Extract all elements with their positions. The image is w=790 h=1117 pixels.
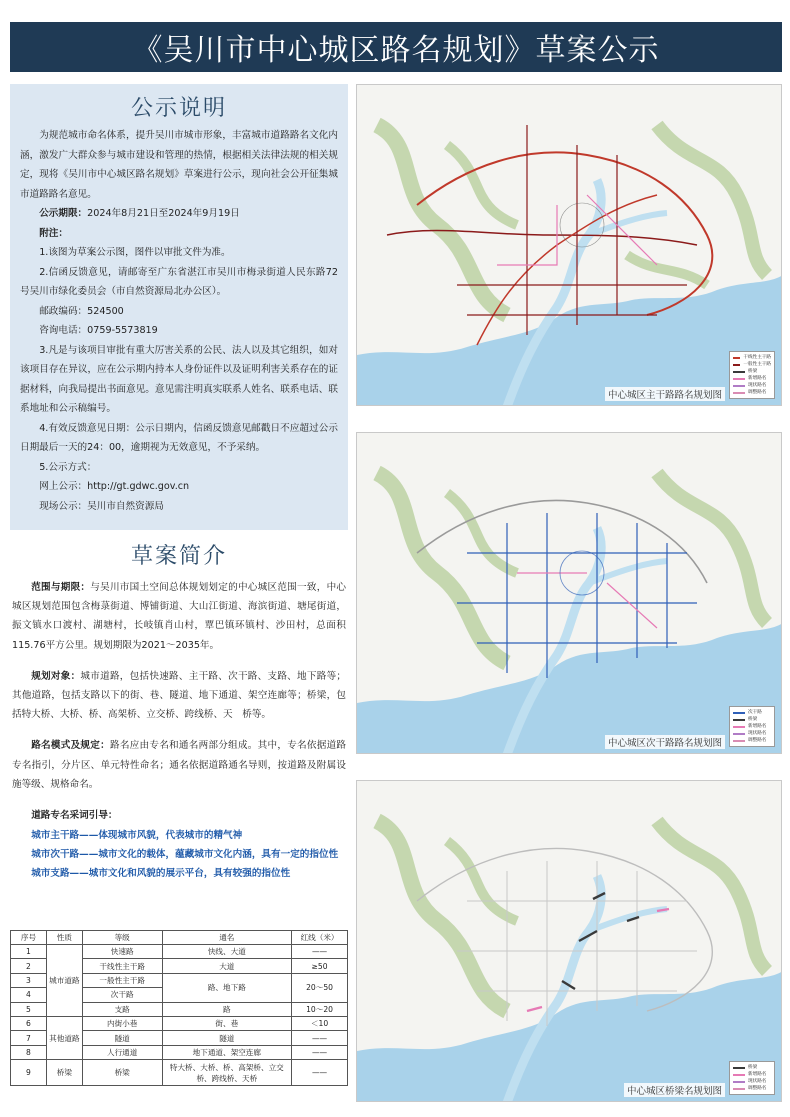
table-cell: 桥梁 [82,1060,162,1086]
legend-item [733,375,771,382]
mode-text: 路名应由专名和通名两部分组成。其中，专名依据道路专名指引，分片区、单元特性命名；通名依据道路通名导则，按道路及附属设施等级、规格命名。 [12,740,347,790]
table-header-row [11,931,348,945]
road-grade-table [10,930,348,1086]
table-row [11,1060,348,1086]
note-1: 1.该图为草案公示图，图件以审批文件为准。 [39,247,231,258]
table-cell: —— [292,945,348,959]
note-2: 2.信函反馈意见，请邮寄至广东省湛江市吴川市梅录街道人民东路72号吴川市绿化委员会（市自然资源局北办公区）。 [20,266,338,297]
guide-primary: 城市主干路——体现城市风貌，代表城市的精气神 [31,829,243,841]
object-text: 城市道路，包括快速路、主干路、次干路、支路、地下路等；其他道路，包括支路以下的街、巷、隧道、地下通道、架空连廊等；桥梁，包括特大桥、大桥、桥、高架桥、立交桥、跨线桥、天 桥等。 [12,670,347,721]
legend-swatch [733,740,745,742]
legend-swatch [733,1067,745,1069]
online-notice: 网上公示：http://gt.gdwc.gov.cn [39,481,190,492]
guide-label: 道路专名采词引导： [31,810,118,822]
legend-swatch [733,1081,745,1083]
notice-heading: 公示说明 [130,96,227,121]
table-cell: 6 [11,1016,47,1030]
phone: 咨询电话：0759-5573819 [39,325,158,336]
table-cell: 2 [11,959,47,973]
map-bridges [356,780,782,1102]
legend-swatch [733,712,745,714]
draft-heading: 草案简介 [130,544,227,569]
legend-item [733,361,771,368]
legend-label: 桥梁 [748,717,758,722]
legend-label: 新增路名 [748,724,767,729]
legend-label: 新增路名 [748,376,767,381]
map-caption: 中心城区桥梁名规划图 [624,1083,725,1097]
table-cell: 人行通道 [82,1045,162,1059]
legend-swatch [733,371,745,373]
scope-paragraph [12,578,346,655]
legend-item [733,737,771,744]
legend-item [733,716,771,723]
left-column [10,84,348,883]
map-arterial-drawing [357,85,782,406]
table-cell: 次干路 [82,988,162,1002]
table-cell: 9 [11,1060,47,1086]
period-label: 公示期限： [39,208,88,219]
table-cell: 4 [11,988,47,1002]
legend-label: 调整路名 [748,1086,767,1091]
object-label: 规划对象： [31,670,81,682]
legend-item [733,368,771,375]
table-row [11,1016,348,1030]
table-cell: ≥50 [292,959,348,973]
legend-item [733,354,771,361]
legend-label: 桥梁 [748,1065,758,1070]
legend-swatch [733,726,745,728]
table-cell: 地下通道、架空连廊 [162,1045,292,1059]
period-value: 2024年8月21日至2024年9月19日 [87,208,240,219]
legend-swatch [733,364,740,366]
note-4: 4.有效反馈意见日期：公示日期内，信函反馈意见邮戳日不应超过公示日期最后一天的24：00，逾期视为无效意见，不予采纳。 [20,422,338,453]
legend-label: 现状路名 [748,1079,767,1084]
table-cell: 7 [11,1031,47,1045]
legend-label: 调整路名 [748,390,767,395]
note-3: 3.凡是与该项目审批有重大厉害关系的公民、法人以及其它组织，如对该项目存在异议，应在公示期内持本人身份证件以及证明利害关系存在的证据材料，向我局提出书面意见。意见需注明真实联系人姓名、联系电话、联系地址和公示稿编号。 [20,344,338,414]
table-cell: 快线、大道 [162,945,292,959]
table-header: 性质 [46,931,82,945]
map-caption: 中心城区次干路路名规划图 [605,735,725,749]
map-secondary-drawing [357,433,782,754]
object-paragraph [12,667,346,725]
map-caption: 中心城区主干路路名规划图 [605,387,725,401]
guide-secondary: 城市次干路——城市文化的载体，蕴藏城市文化内涵，具有一定的指位性 [31,848,339,860]
page-title: 《吴川市中心城区路名规划》草案公示 [10,22,782,72]
legend-label: 新增路名 [748,1072,767,1077]
table-cell: 支路 [82,1002,162,1016]
table-cell: —— [292,1060,348,1086]
legend-item [733,709,771,716]
table-header: 红线（米） [292,931,348,945]
table-cell: 20～50 [292,973,348,1002]
legend-label: 调整路名 [748,738,767,743]
notes-label: 附注： [39,227,68,239]
table-header: 序号 [11,931,47,945]
table-cell: —— [292,1045,348,1059]
legend-item [733,1064,771,1071]
table-cell: 8 [11,1045,47,1059]
guide-branch: 城市支路——城市文化和风貌的展示平台，具有较强的指位性 [31,867,291,879]
table-cell: 路 [162,1002,292,1016]
notice-panel [10,84,348,530]
table-cell: 隧道 [82,1031,162,1045]
legend-label: 桥梁 [748,369,758,374]
legend-swatch [733,392,745,394]
postcode: 邮政编码：524500 [39,305,124,317]
legend-item [733,723,771,730]
scope-label: 范围与期限： [31,582,91,593]
mode-label: 路名模式及规定： [31,740,110,752]
legend-swatch [733,733,745,735]
legend-swatch [733,1074,745,1076]
legend-item [733,1085,771,1092]
table-cell: 5 [11,1002,47,1016]
table-cell: 大道 [162,959,292,973]
legend-label: 次干路 [748,710,762,715]
draft-section [10,540,348,883]
map-legend [729,351,775,399]
map-legend [729,1061,775,1095]
notice-period [20,204,338,224]
map-legend [729,706,775,747]
legend-swatch [733,385,745,387]
table-cell: 内街小巷 [82,1016,162,1030]
table-cell: 10～20 [292,1002,348,1016]
table-cell: 特大桥、大桥、桥、高架桥、立交桥、跨线桥、天桥 [162,1060,292,1086]
table-cell: 3 [11,973,47,987]
legend-swatch [733,1088,745,1090]
table-cell: 1 [11,945,47,959]
table-cell-nature: 其他道路 [46,1016,82,1059]
notice-intro: 为规范城市命名体系，提升吴川市城市形象，丰富城市道路路名文化内涵，激发广大群众参与城市建设和管理的热情，根据相关法律法规的相关规定，现将《吴川市中心城区路名规划》草案进行公示，现向社会公开征集城市道路路名意见。 [20,130,338,200]
table-cell-nature: 桥梁 [46,1060,82,1086]
method-label: 5.公示方式： [39,461,97,473]
scope-text: 与吴川市国土空间总体规划划定的中心城区范围一致，中心城区规划范围包含梅菉街道、博铺街道、大山江街道、海滨街道、塘尾街道，振文镇水口渡村、湖塘村，长岐镇肖山村，覃巴镇环镇村、沙田村，总面积115.76平方公里。规划期限为2021～2035年。 [12,582,347,651]
table-cell: 干线性主干路 [82,959,162,973]
onsite-notice: 现场公示：吴川市自然资源局 [39,500,164,512]
table-cell: 快速路 [82,945,162,959]
table-header: 等级 [82,931,162,945]
table-cell: ＜10 [292,1016,348,1030]
legend-label: 干线性主干路 [743,355,771,360]
table-cell: 路、地下路 [162,973,292,1002]
legend-item [733,1071,771,1078]
map-bridges-drawing [357,781,782,1102]
table-cell: 隧道 [162,1031,292,1045]
legend-label: 现状路名 [748,383,767,388]
legend-swatch [733,357,740,359]
legend-item [733,389,771,396]
table-header: 通名 [162,931,292,945]
legend-swatch [733,378,745,380]
legend-item [733,382,771,389]
map-secondary [356,432,782,754]
table-cell: —— [292,1031,348,1045]
table-row [11,945,348,959]
map-arterial [356,84,782,406]
table-cell: 一般性主干路 [82,973,162,987]
legend-swatch [733,719,745,721]
legend-label: 一般性主干路 [743,362,771,367]
table-cell-nature: 城市道路 [46,945,82,1017]
legend-item [733,1078,771,1085]
mode-paragraph [12,736,346,794]
table-cell: 街、巷 [162,1016,292,1030]
legend-item [733,730,771,737]
legend-label: 现状路名 [748,731,767,736]
